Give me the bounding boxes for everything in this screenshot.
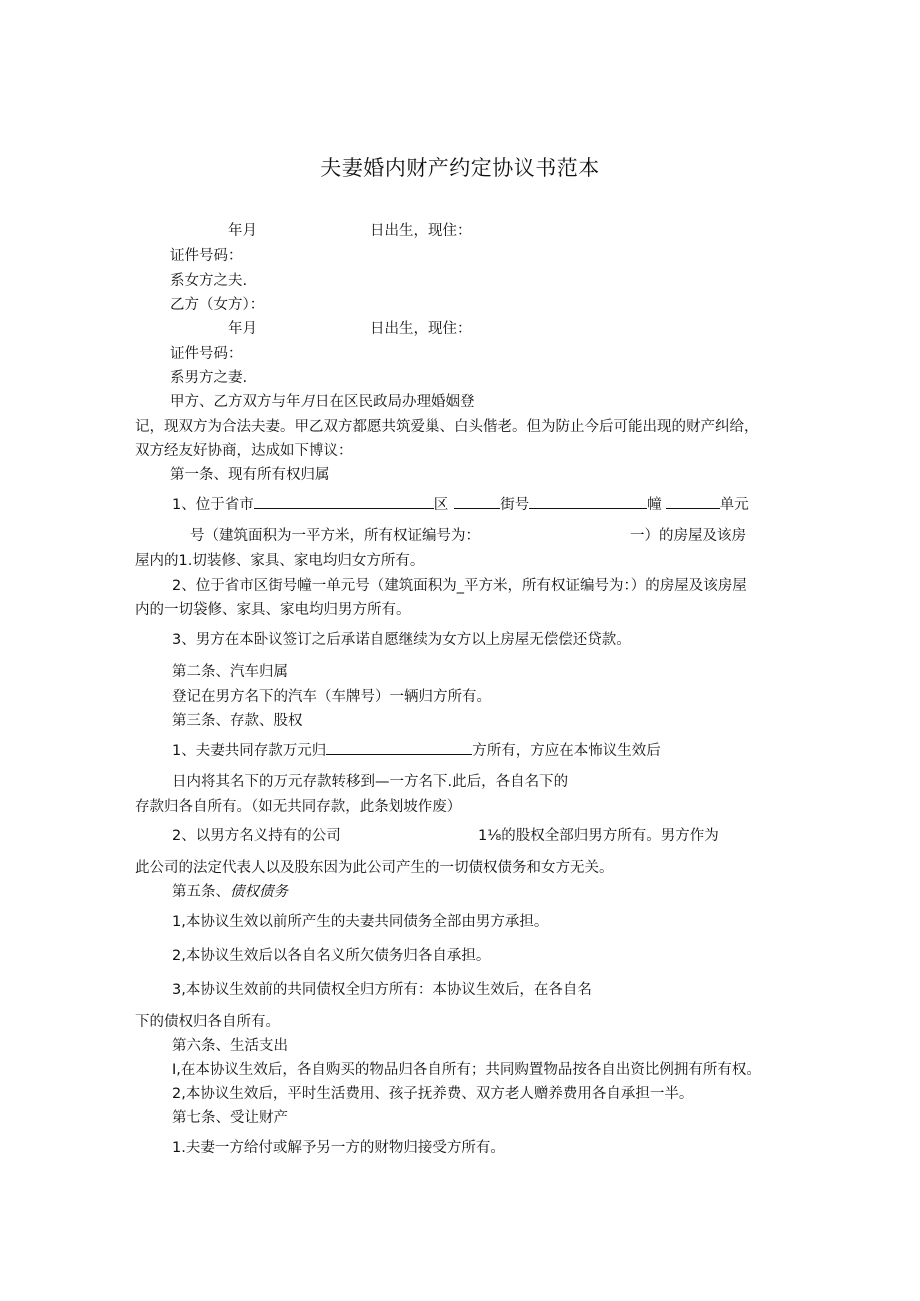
preamble-line-3: 双方经友好协商，达成如下博议： — [135, 443, 353, 459]
party-a-birth-prefix: 年月 — [228, 223, 257, 239]
party-b-birth-suffix: 日出生，现住： — [370, 321, 472, 337]
document-title: 夫妻婚内财产约定协议书范本 — [320, 156, 600, 180]
article-3-heading: 第三条、存款、股权 — [172, 713, 303, 729]
article-2-heading: 第二条、汽车归属 — [172, 664, 288, 680]
article-1-item-1-line-2a: 号（建筑面积为一平方米，所有权证编号为： — [190, 528, 480, 544]
a1-i1-part-2: 区 — [433, 497, 449, 513]
blank-number — [529, 494, 647, 509]
article-7-item-1: 1.夫妻一方给付或解予另一方的财物归接受方所有。 — [172, 1140, 505, 1156]
preamble-line-2: 记，现双方为合法夫妻。甲乙双方都愿共筑爱巢、白头偕老。但为防止今后可能出现的财产纠给， — [135, 419, 759, 435]
article-5-heading — [172, 882, 288, 902]
article-6-item-2: 2,本协议生效后，平时生活费用、孩子抚养费、双方老人赠养费用各自承担一半。 — [172, 1086, 694, 1102]
article-6-item-1: I,在本协议生效后，各自购买的物品归各自所有；共同购置物品按各自出资比例拥有所有权。 — [172, 1062, 761, 1078]
article-3-item-1-line-1 — [172, 740, 661, 761]
article-5-item-3-line-2: 下的债权归各自所有。 — [135, 1014, 280, 1030]
a1-i1-part-4: 幢 — [647, 497, 662, 513]
party-a-relation: 系女方之夫. — [170, 273, 248, 289]
party-b-id-label: 证件号码： — [170, 346, 243, 362]
a1-i1-part-3: 街号 — [500, 497, 530, 513]
party-b-relation: 系男方之妻. — [170, 370, 248, 386]
party-b-heading: 乙方（女方）： — [170, 297, 265, 313]
preamble-part-1: 甲方、乙方双方与年 — [170, 394, 301, 410]
article-3-item-2-line-1a: 2、以男方名义持有的公司 — [172, 828, 341, 844]
blank-city — [254, 494, 434, 509]
preamble-line-1 — [170, 392, 475, 412]
preamble-part-2: 月 — [300, 394, 315, 410]
party-a-birth-suffix: 日出生，现住： — [370, 223, 472, 239]
article-5-heading-italic: 债权债务 — [230, 884, 288, 900]
article-5-item-2: 2,本协议生效后以各自名义所欠债务归各自承担。 — [172, 948, 491, 964]
party-a-id-label: 证件号码： — [170, 248, 243, 264]
article-3-item-2-line-2: 此公司的法定代表人以及股东因为此公司产生的一切债权债务和女方无关。 — [135, 860, 614, 876]
article-7-heading: 第七条、受让财产 — [172, 1110, 288, 1126]
blank-street — [454, 494, 500, 509]
a3-i1-part-1: 1、夫妻共同存款万元归 — [172, 743, 327, 759]
a1-i1-part-1: 1、位于省市 — [172, 497, 254, 513]
article-3-item-2-line-1b: 1⅛的股权全部归男方所有。男方作为 — [478, 828, 719, 844]
article-5-heading-prefix: 第五条、 — [172, 884, 230, 900]
article-2-text: 登记在男方名下的汽车（车牌号）一辆归方所有。 — [172, 689, 491, 705]
article-1-item-3: 3、男方在本卧议签订之后承诺自愿继续为女方以上房屋无偿偿还贷款。 — [172, 632, 631, 648]
a3-i1-part-2: 方所有，方应在本怖议生效后 — [472, 743, 661, 759]
a1-i1-part-5: 单元 — [719, 497, 749, 513]
blank-building — [666, 494, 720, 509]
preamble-part-3: 日在区民政局办理婚姻登 — [315, 394, 475, 410]
article-1-item-1-line-1 — [172, 494, 749, 515]
article-1-item-1-line-2b: 一）的房屋及该房 — [630, 528, 746, 544]
article-1-item-2-line-2: 内的一切袋修、家具、家电均归男方所有。 — [135, 602, 411, 618]
article-6-heading: 第六条、生活支出 — [172, 1038, 288, 1054]
article-1-item-2-line-1: 2、位于省市区街号幢一单元号（建筑面积为_平方米，所有权证编号为：）的房屋及该房屋 — [172, 578, 747, 594]
article-3-item-1-line-3: 存款归各自所有。（如无共同存款，此条划坡作废） — [135, 799, 462, 815]
article-3-item-1-line-2: 日内将其名下的万元存款转移到—一方名下.此后，各自名下的 — [172, 774, 569, 790]
article-1-heading: 第一条、现有所有权归属 — [170, 467, 330, 483]
blank-owner — [326, 740, 472, 755]
article-1-item-1-line-3: 屋内的1.切装修、家具、家电均归女方所有。 — [135, 553, 425, 569]
article-5-item-1: 1,本协议生效以前所产生的夫妻共同债务全部由男方承担。 — [172, 914, 549, 930]
article-5-item-3-line-1: 3,本协议生效前的共同债权全归方所有：本协议生效后，在各自名 — [172, 982, 592, 998]
party-b-birth-prefix: 年月 — [228, 321, 257, 337]
